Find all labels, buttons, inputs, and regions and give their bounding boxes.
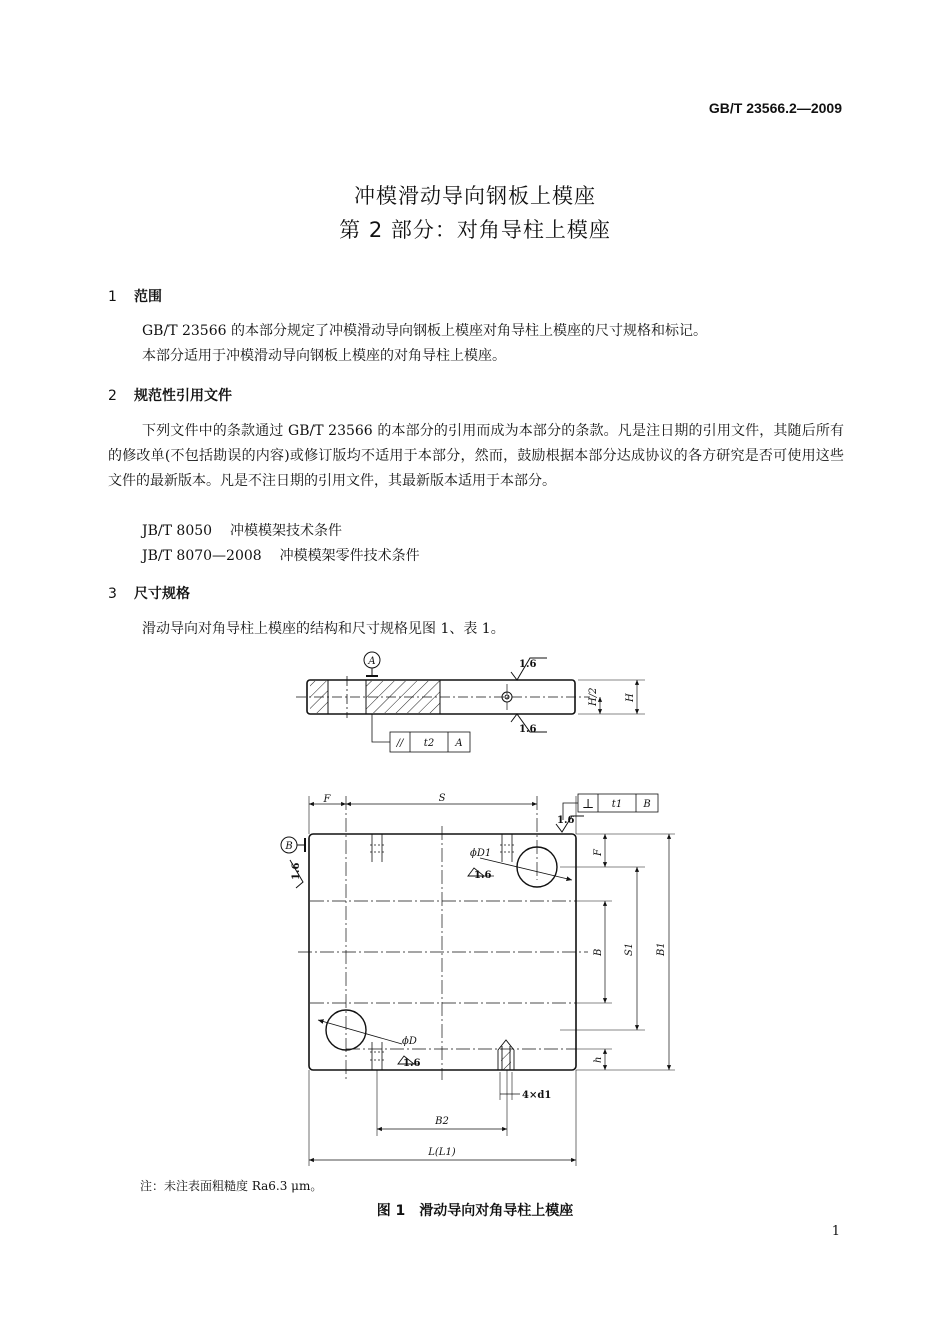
roughness-label: 1.6 (291, 862, 302, 880)
section-number: 1 (108, 289, 117, 305)
roughness-label: 1.6 (519, 724, 537, 735)
dim-f-vertical: F (593, 849, 604, 856)
screw-hole (370, 834, 384, 862)
document-subtitle: 第 2 部分：对角导柱上模座 (339, 218, 611, 242)
perpendicular-symbol: ⊥ (581, 797, 595, 812)
screw-hole-section (498, 1040, 514, 1070)
dim-b2: B2 (435, 1116, 449, 1127)
section-number: 3 (108, 586, 117, 602)
roughness-label: 1.6 (403, 1058, 421, 1069)
dim-h-small: h (593, 1056, 604, 1063)
reference-title: 冲模模架零件技术条件 (279, 548, 420, 564)
tolerance-ref-a: A (455, 738, 463, 749)
screw-hole (370, 1042, 384, 1070)
plan-view-labels (284, 793, 667, 1158)
parallel-symbol: // (396, 738, 404, 749)
section-title: 范围 (134, 289, 162, 305)
dim-l: L(L1) (428, 1147, 456, 1158)
figure-caption: 图 1 滑动导向对角导柱上模座 (376, 1203, 574, 1219)
paragraph: 本部分适用于冲模滑动导向钢板上模座的对角导柱上模座。 (142, 348, 506, 364)
dim-h: H (625, 693, 636, 702)
roughness-label: 1.6 (474, 870, 492, 881)
paragraph: 下列文件中的条款通过 GB/T 23566 的本部分的引用而成为本部分的条款。凡是注日期的引用文件，其随后所有的修改单(不包括勘误的内容)或修订版均不适用于本部分，然而，鼓励根据本部分达成协议的各方研究是否可使用这些文件的最新版本。凡是不注日期的引用文件，其最新版本适用于本部分。 (108, 423, 844, 489)
reference-code: JB/T 8070—2008 (142, 548, 262, 564)
section-number: 2 (108, 388, 117, 404)
tolerance-t1: t1 (611, 799, 623, 810)
tolerance-ref-b: B (643, 799, 651, 810)
roughness-label: 1.6 (519, 659, 537, 670)
paragraph: 滑动导向对角导柱上模座的结构和尺寸规格见图 1、表 1。 (142, 621, 505, 637)
phi-d-label: ϕD (402, 1036, 417, 1047)
dim-b1: B1 (656, 942, 667, 956)
figure-note: 注：未注表面粗糙度 Ra6.3 μm。 (140, 1179, 323, 1193)
dim-s1: S1 (624, 942, 635, 956)
datum-a-label: A (368, 656, 376, 667)
section-title: 规范性引用文件 (134, 388, 232, 404)
standard-number: GB/T 23566.2—2009 (708, 100, 842, 116)
dim-b: B (593, 948, 604, 956)
document-title: 冲模滑动导向钢板上模座 (354, 184, 596, 208)
dim-s: S (438, 793, 446, 804)
screw-label: 4×d1 (522, 1090, 552, 1101)
roughness-label: 1.6 (557, 815, 575, 826)
datum-b-label: B (285, 841, 293, 852)
dim-h-half: H/2 (588, 687, 599, 706)
paragraph: GB/T 23566 的本部分规定了冲模滑动导向钢板上模座对角导柱上模座的尺寸规格和标记。 (142, 323, 707, 339)
phi-d1-label: ϕD1 (470, 848, 492, 859)
reference-title: 冲模模架技术条件 (230, 523, 343, 539)
tolerance-t2: t2 (423, 738, 435, 749)
screw-hole (500, 834, 514, 862)
dim-f: F (323, 794, 331, 805)
reference-code: JB/T 8050 (142, 523, 213, 539)
section-title: 尺寸规格 (134, 586, 190, 602)
page-number: 1 (831, 1224, 840, 1239)
